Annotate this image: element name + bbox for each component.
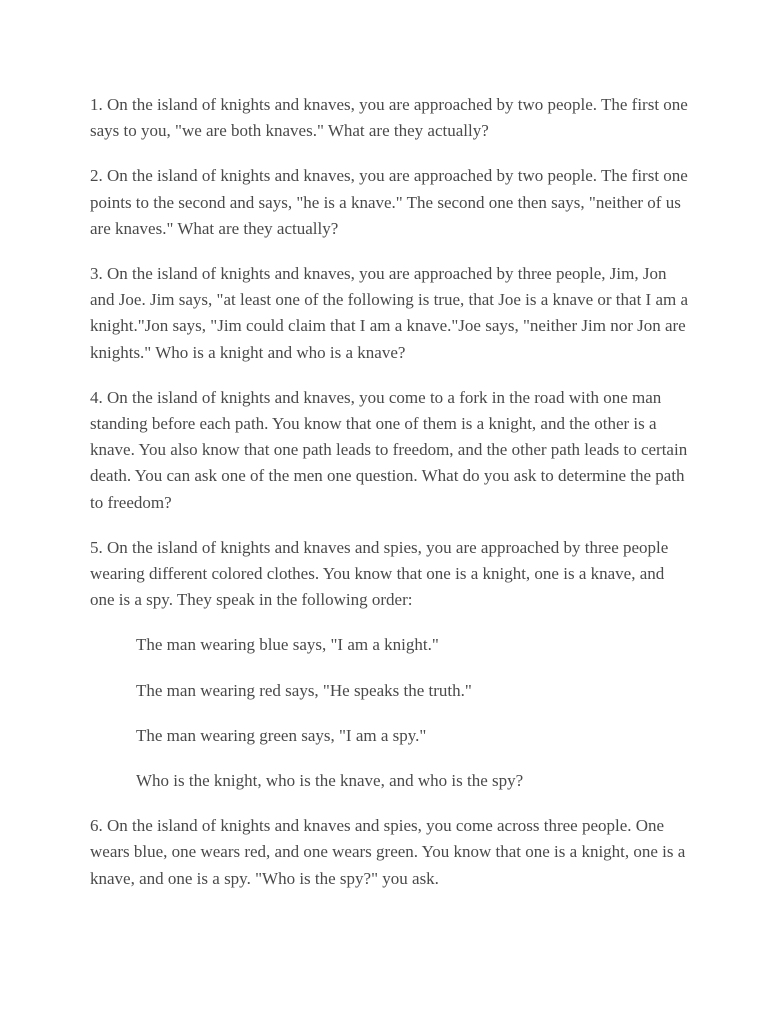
puzzle-paragraph-6: 6. On the island of knights and knaves and spies, you come across three people. One wears blue, one wears red, and one wears green. You know that one is a knight, one is a knave, and one is a spy. "Who is the spy?" you ask. [90,816,686,888]
statement-green: The man wearing green says, "I am a spy." [136,725,427,745]
puzzle-paragraph-5: 5. On the island of knights and knaves and spies, you are approached by three people wearing different colored clothes. You know that one is a knight, one is a knave, and one is a spy. They speak in the following order: [90,537,669,610]
puzzle-paragraph-3: 3. On the island of knights and knaves, you are approached by three people, Jim, Jon and Joe. Jim says, "at least one of the following is true, that Joe is a knave or that I am a knight."Jon says, "Jim could claim that I am a knave."Joe says, "neither Jim nor Jon are knights." Who is a knight and who is a knave? [90,264,689,362]
document-page [90,92,690,911]
puzzle-5-question: Who is the knight, who is the knave, and who is the spy? [136,771,524,791]
statement-blue: The man wearing blue says, "I am a knight." [136,635,439,655]
statement-red: The man wearing red says, "He speaks the truth." [136,680,472,700]
puzzle-paragraph-4: 4. On the island of knights and knaves, you come to a fork in the road with one man standing before each path. You know that one of them is a knight, and the other is a knave. You also know that one path leads to freedom, and the other path leads to certain death. You can ask one of the men one question. What do you ask to determine the path to freedom? [90,387,688,512]
puzzle-paragraph-2: 2. On the island of knights and knaves, you are approached by two people. The first one points to the second and says, "he is a knave." The second one then says, "neither of us are knaves." What are they actually? [90,166,688,238]
puzzle-paragraph-1: 1. On the island of knights and knaves, you are approached by two people. The first one says to you, "we are both knaves." What are they actually? [90,95,688,141]
